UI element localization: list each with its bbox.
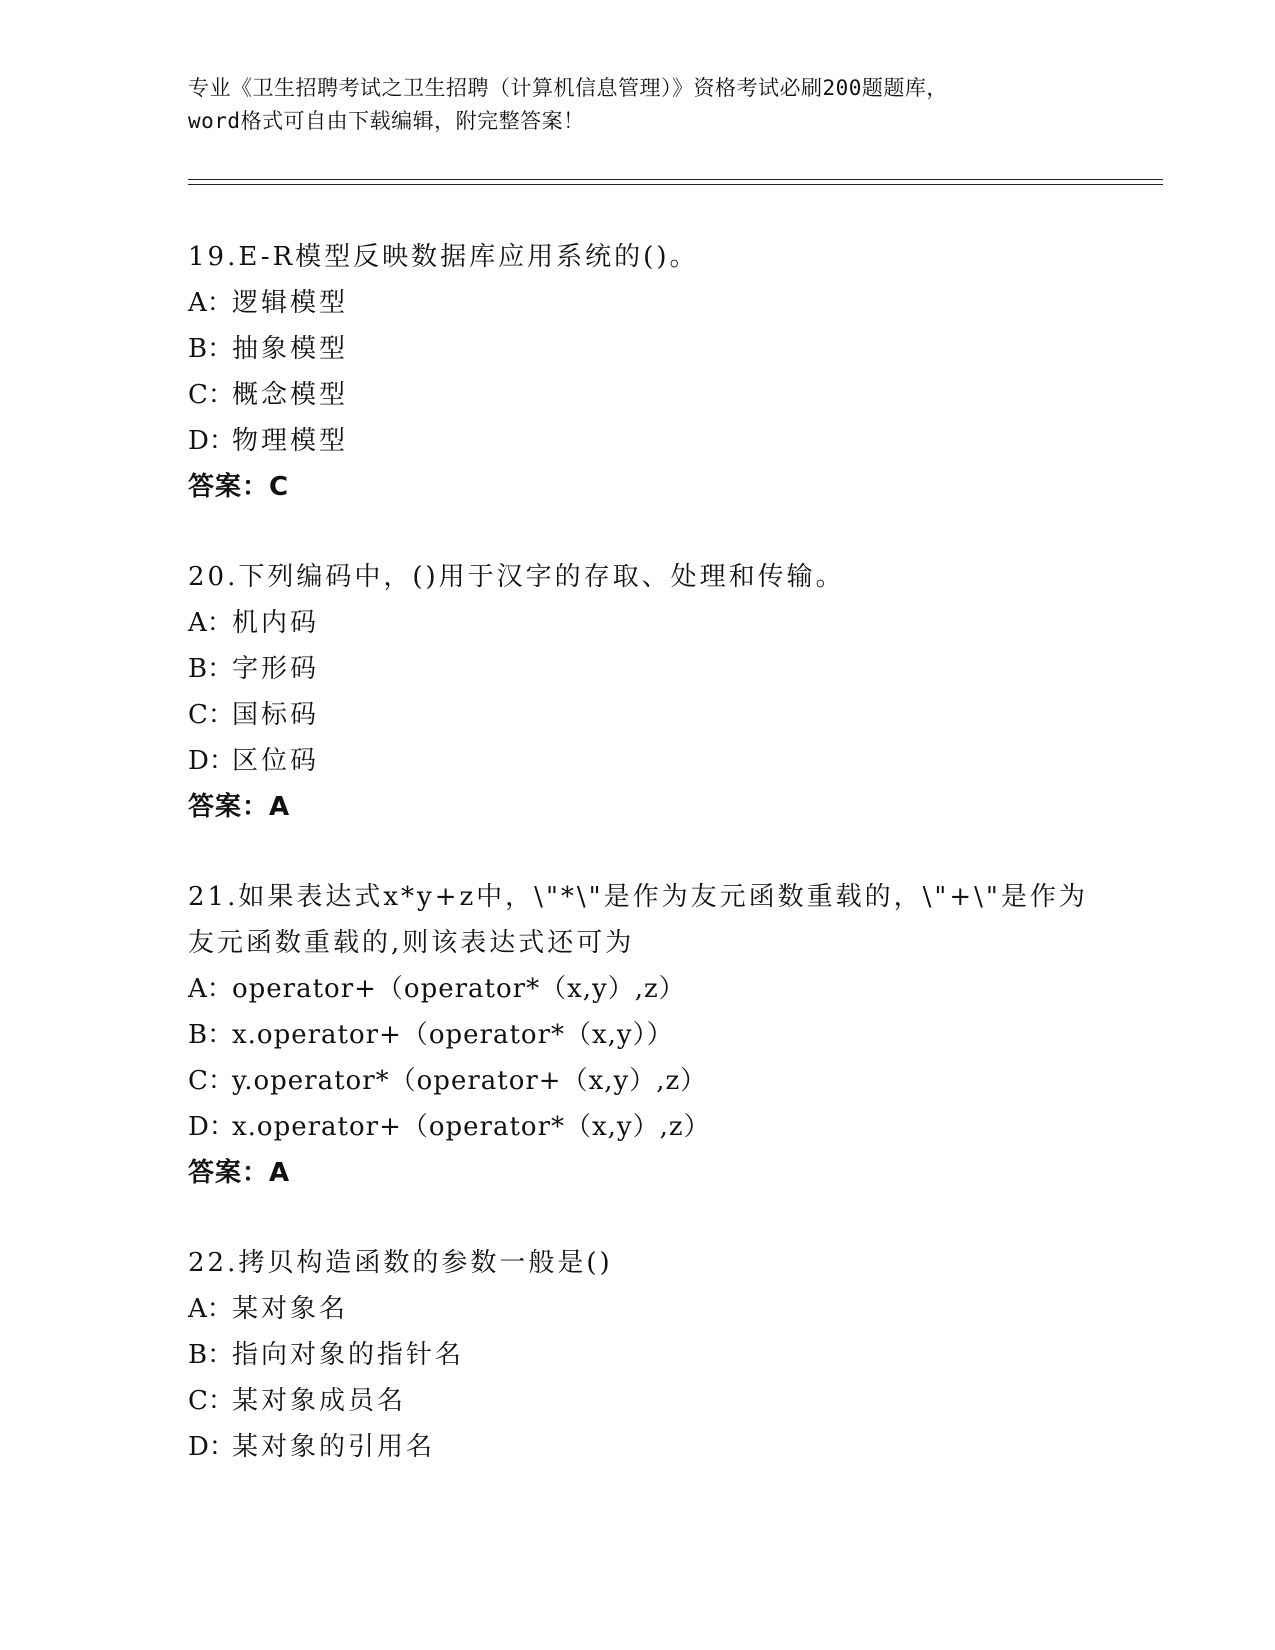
- option-key: D：: [188, 746, 235, 776]
- option-key: D：: [188, 1432, 235, 1462]
- header-line-2: word格式可自由下载编辑，附完整答案！: [188, 109, 585, 133]
- question-stem-line-2: 友元函数重载的,则该表达式还可为: [188, 928, 635, 958]
- question-20: [188, 554, 1088, 830]
- option-c: [188, 1058, 1088, 1104]
- option-b: [188, 1012, 1088, 1058]
- option-text: 某对象成员名: [232, 1386, 407, 1416]
- option-c: [188, 1378, 1088, 1424]
- option-key: D：: [188, 426, 235, 456]
- option-a: [188, 600, 1088, 646]
- option-text: operator+（operator*（x,y）,z）: [232, 974, 686, 1004]
- option-d: [188, 418, 1088, 464]
- answer-line: 答案：C: [188, 472, 290, 502]
- option-key: B：: [188, 334, 234, 364]
- question-stem-line-1: 21.如果表达式x*y+z中，\"*\"是作为友元函数重载的，\"+\"是作为: [188, 882, 1088, 912]
- answer-line: 答案：A: [188, 1158, 291, 1188]
- option-text: 抽象模型: [232, 334, 349, 364]
- option-b: [188, 646, 1088, 692]
- header-divider-top: [188, 179, 1163, 180]
- option-a: [188, 1286, 1088, 1332]
- document-header: [188, 72, 1088, 138]
- option-text: x.operator+（operator*（x,y））: [232, 1020, 674, 1050]
- header-line-1: 专业《卫生招聘考试之卫生招聘（计算机信息管理）》资格考试必刷200题题库，: [188, 76, 948, 100]
- option-key: C：: [188, 380, 234, 410]
- option-text: 概念模型: [232, 380, 349, 410]
- option-a: [188, 966, 1088, 1012]
- option-key: C：: [188, 1066, 234, 1096]
- option-a: [188, 280, 1088, 326]
- option-key: A：: [188, 1294, 233, 1324]
- option-c: [188, 372, 1088, 418]
- question-19: [188, 234, 1088, 510]
- option-text: 物理模型: [232, 426, 349, 456]
- option-text: y.operator*（operator+（x,y）,z）: [232, 1066, 708, 1096]
- option-d: [188, 738, 1088, 784]
- option-d: [188, 1104, 1088, 1150]
- option-text: 国标码: [232, 700, 320, 730]
- option-b: [188, 326, 1088, 372]
- option-key: B：: [188, 1340, 234, 1370]
- option-text: 机内码: [232, 608, 320, 638]
- option-text: x.operator+（operator*（x,y）,z）: [232, 1112, 711, 1142]
- option-key: B：: [188, 1020, 234, 1050]
- question-21: [188, 874, 1088, 1196]
- question-22: [188, 1240, 1088, 1470]
- option-text: 逻辑模型: [232, 288, 349, 318]
- option-key: A：: [188, 288, 233, 318]
- option-key: D：: [188, 1112, 235, 1142]
- option-b: [188, 1332, 1088, 1378]
- question-stem: 22.拷贝构造函数的参数一般是(): [188, 1248, 613, 1278]
- option-d: [188, 1424, 1088, 1470]
- option-key: A：: [188, 608, 233, 638]
- question-stem: 20.下列编码中，()用于汉字的存取、处理和传输。: [188, 562, 845, 592]
- option-text: 某对象名: [232, 1294, 349, 1324]
- option-key: A：: [188, 974, 233, 1004]
- option-text: 区位码: [232, 746, 320, 776]
- option-c: [188, 692, 1088, 738]
- option-text: 指向对象的指针名: [232, 1340, 465, 1370]
- option-text: 字形码: [232, 654, 320, 684]
- question-stem: 19.E-R模型反映数据库应用系统的()。: [188, 242, 699, 272]
- option-text: 某对象的引用名: [232, 1432, 436, 1462]
- option-key: B：: [188, 654, 234, 684]
- answer-line: 答案：A: [188, 792, 291, 822]
- header-divider-bottom: [188, 184, 1163, 185]
- option-key: C：: [188, 700, 234, 730]
- option-key: C：: [188, 1386, 234, 1416]
